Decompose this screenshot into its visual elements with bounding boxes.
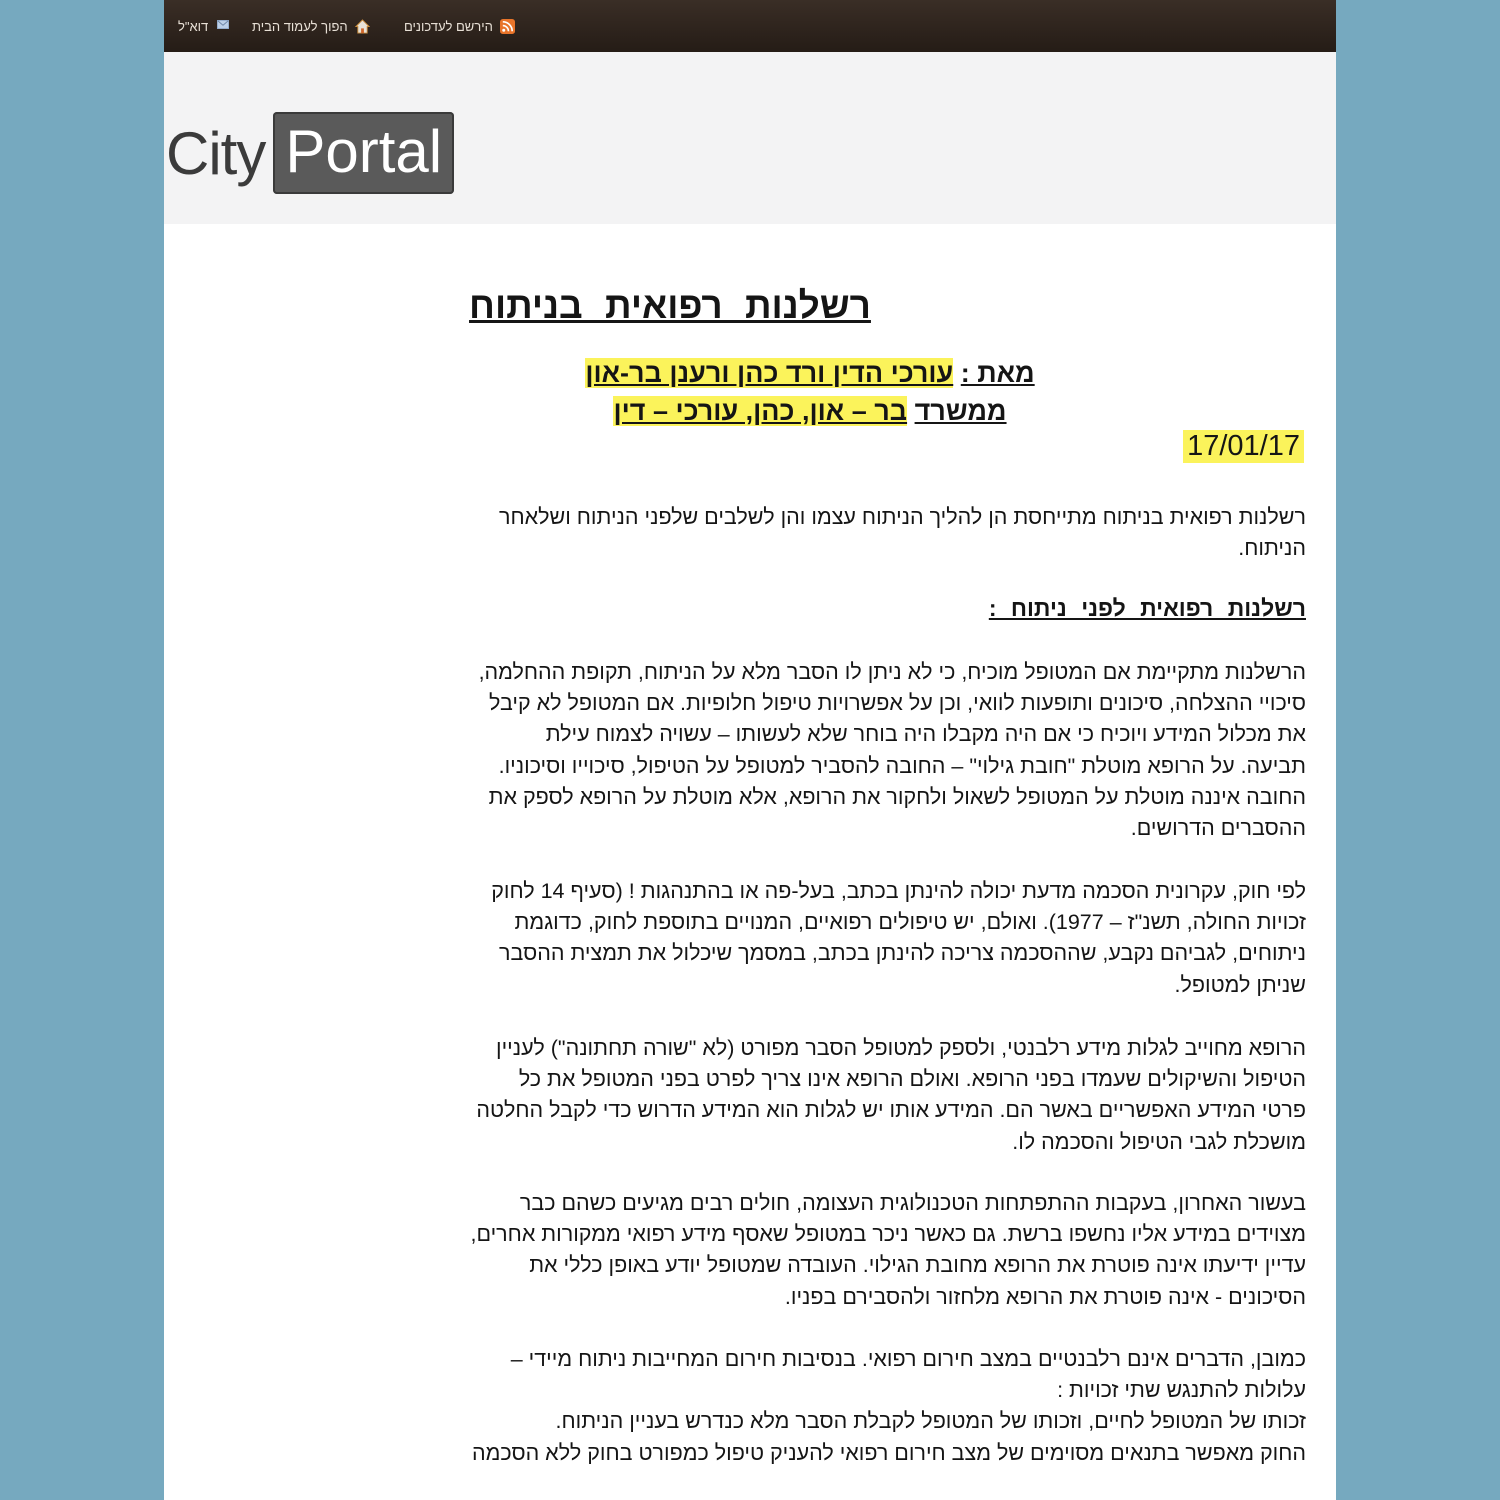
paragraph-1 [316, 657, 1306, 844]
text-line: ניתוחים, לגביהם נקבע, שההסכמה צריכה להינתן בכתב, במסמך שיכלול את תמצית ההסבר [499, 941, 1306, 966]
text-line: עדיין ידיעתו אינה פוטרת את הרופא מחובת הגילוי. העובדה שמטופל יודע באופן כללי את [529, 1253, 1306, 1278]
rss-label: הירשם לעדכונים [404, 18, 493, 34]
paragraph-2 [316, 876, 1306, 1001]
email-icon [215, 20, 231, 32]
office-line [530, 396, 1090, 427]
set-homepage-link[interactable] [252, 0, 370, 52]
text-line: החובה איננה מוטלת על המטופל לשאול ולחקור את הרופא, אלא מוטלת על הרופא לספק את [488, 784, 1306, 809]
author-line [530, 358, 1090, 389]
paragraph-4 [316, 1188, 1306, 1313]
logo-city: City [166, 119, 266, 187]
text-line: רשלנות רפואית בניתוח מתייחסת הן להליך הניתוח עצמו והן לשלבים שלפני הניתוח ושלאחר [499, 505, 1306, 529]
email-label: דוא"ל [178, 18, 209, 34]
text-line: ההסברים הדרושים. [1130, 815, 1306, 840]
text-line: סיכויי ההצלחה, סיכונים ותופעות לוואי, וכן על אפשרויות טיפול חלופיות. אם המטופל לא קיבל [489, 691, 1306, 716]
text-line: שניתן למטופל. [1174, 972, 1306, 997]
text-line: את מכלול המידע ויוכיח כי אם היה מקבלו היה בוחר שלא לעשותו – עשויה לצמוח עילת [545, 722, 1306, 747]
paragraph-5 [316, 1344, 1306, 1469]
subscribe-link[interactable] [404, 0, 515, 52]
article-title: רשלנות רפואית בניתוח [469, 285, 871, 326]
text-line: לפי חוק, עקרונית הסכמה מדעת יכולה להינתן בכתב, בעל-פה או בהתנהגות ! (סעיף 14 לחוק [491, 879, 1306, 903]
article-date: 17/01/17 [1183, 430, 1304, 463]
author-names: עורכי הדין ורד כהן ורענן בר-און [585, 358, 954, 388]
rss-icon [500, 19, 515, 34]
text-line: זכותו של המטופל לחיים, וזכותו של המטופל לקבלת הסבר מלא כנדרש בעניין הניתוח. [555, 1409, 1306, 1434]
text-line: בעשור האחרון, בעקבות ההתפתחות הטכנולוגית העצומה, חולים רבים מגיעים כשהם כבר [519, 1191, 1306, 1215]
logo-portal: Portal [273, 112, 454, 194]
text-line: כמובן, הדברים אינם רלבנטיים במצב חירום רפואי. בנסיבות חירום המחייבות ניתוח מיידי – [510, 1347, 1306, 1371]
top-bar [164, 0, 1336, 52]
text-line: החוק מאפשר בתנאים מסוימים של מצב חירום רפואי להעניק טיפול כמפורט בחוק ללא הסכמה [472, 1440, 1306, 1465]
site-logo[interactable] [166, 112, 454, 194]
text-line: עלולות להתנגש שתי זכויות : [1057, 1378, 1306, 1403]
author-prefix: מאת : [960, 358, 1035, 388]
office-prefix: ממשרד [914, 396, 1007, 426]
text-line: הסיכונים - אינה פוטרת את הרופא מלחזור ולהסבירם בפניו. [784, 1284, 1306, 1309]
text-line: מצוידים במידע אליו נחשפו ברשת. גם כאשר ניכר במטופל שאסף מידע רפואי ממקורות אחרים, [470, 1222, 1306, 1247]
text-line: פרטי המידע האפשריים באשר הם. המידע אותו יש לגלות הוא המידע הדרוש כדי לקבל החלטה [476, 1098, 1306, 1123]
section-heading: רשלנות רפואית לפני ניתוח : [988, 595, 1306, 621]
text-line: תביעה. על הרופא מוטלת "חובת גילוי" – החובה להסביר למטופל על הטיפול, סיכוייו וסיכוניו. [498, 753, 1306, 778]
text-line: מושכלת לגבי הטיפול והסכמה לו. [1012, 1129, 1306, 1154]
text-line: הרופא מחוייב לגלות מידע רלבנטי, ולספק למטופל הסבר מפורט (לא "שורה תחתונה") לעניין [495, 1036, 1306, 1060]
text-line: הרשלנות מתקיימת אם המטופל מוכיח, כי לא ניתן לו הסבר מלא על הניתוח, תקופת ההחלמה, [478, 660, 1306, 684]
site-header [164, 52, 1336, 224]
text-line: הניתוח. [1238, 536, 1306, 561]
home-icon [355, 19, 370, 34]
email-link[interactable] [164, 0, 231, 52]
text-line: זכויות החולה, תשנ"ז – 1977). ואולם, יש טיפולים רפואיים, המנויים בתוספת לחוק, כדוגמת [514, 910, 1306, 935]
office-name: בר – און, כהן, עורכי – דין [613, 396, 908, 426]
home-label: הפוך לעמוד הבית [252, 18, 348, 34]
paragraph-3 [316, 1033, 1306, 1158]
text-line: הטיפול והשיקולים שעמדו בפני הרופא. ואולם הרופא אינו צריך לפרט בפני המטופל את כל [518, 1067, 1306, 1092]
intro-paragraph [316, 502, 1306, 564]
